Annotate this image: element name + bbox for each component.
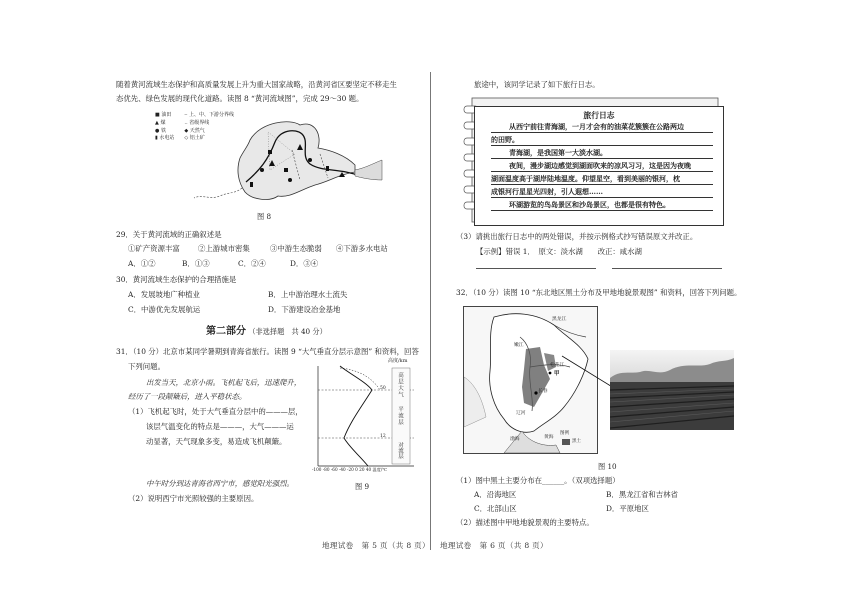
legend-bauxite-icon: ◇ 铝土矿 xyxy=(184,135,205,142)
q29-option-d[interactable]: D．③④ xyxy=(290,259,319,268)
map-label-changchun: 长春 xyxy=(538,389,548,394)
q29-option-b[interactable]: B．①③ xyxy=(182,259,210,268)
fig9-xtick: -80 xyxy=(322,467,330,472)
q29-statement-1: ①矿产资源丰富 xyxy=(128,244,180,253)
fig9-layer-high: 高层大气 xyxy=(396,372,403,398)
intro-line-2: 态优先、绿色发展的现代化道路。读图 8 “黄河流域图”，完成 29～30 题。 xyxy=(116,94,364,103)
fig9-ylabel: 高度/km xyxy=(388,358,408,364)
legend-label: 省级界线 xyxy=(189,119,210,126)
farmland-photo xyxy=(610,350,734,430)
q31-sub-1a: （1）飞机起飞时，处于大气垂直分层中的———层， xyxy=(128,407,303,416)
q29-statement-4: ④下游多水电站 xyxy=(336,244,388,253)
legend-label: 天然气 xyxy=(189,127,205,134)
q32-option-a[interactable]: A．沿海地区 xyxy=(474,490,517,499)
q31-sub-1b: 该层气温变化的特点是———，大气———运 xyxy=(146,422,294,431)
q32-sub-1: （1）图中黑土主要分布在______。（双项选择题） xyxy=(456,476,620,485)
map-label-songhua: 松花江 xyxy=(550,363,565,368)
map-label-bohai: 渤海 xyxy=(510,437,520,442)
intro-line-1: 随着黄河流域生态保护和高质量发展上升为重大国家战略，沿黄河省区要坚定不移走生 xyxy=(116,80,397,89)
map-legend-swatch xyxy=(562,439,570,445)
pointer-line xyxy=(560,352,616,392)
map-legend-label: 黑土 xyxy=(572,439,581,444)
answer-line[interactable] xyxy=(476,268,596,269)
q29-statement-2: ②上游城市密集 xyxy=(198,244,250,253)
q30-option-c[interactable]: C．中游优先发展航运 xyxy=(128,305,201,314)
map8-legend xyxy=(155,112,234,143)
diary-rule xyxy=(491,158,713,159)
diary-rule xyxy=(491,197,713,198)
answer-line[interactable] xyxy=(612,268,722,269)
q30-option-a[interactable]: A．发展坡地广种植业 xyxy=(128,290,200,299)
fig9-layer-tropo: 对流层 xyxy=(396,442,403,459)
map-legend-title: 图例 xyxy=(560,431,569,436)
diary-line-2: 的田野。 xyxy=(491,135,519,144)
fig9-xtick: 20 xyxy=(359,467,365,472)
legend-label: 油田 xyxy=(161,112,172,118)
diary-rule xyxy=(491,145,713,146)
legend-gas-icon: ◆ 天然气 xyxy=(184,127,205,134)
q29-option-c[interactable]: C．②④ xyxy=(238,259,266,268)
map-label-jia: 甲 xyxy=(554,371,560,377)
q31-para-2: 中午时分到达青海省西宁市，感觉阳光强烈。 xyxy=(146,479,294,488)
q29-stem: 29．关于黄河流域的正确叙述是 xyxy=(116,230,222,239)
fig9-xtick: -20 xyxy=(347,467,354,472)
page-divider xyxy=(430,72,431,550)
q30-option-b[interactable]: B．上中游治理水土流失 xyxy=(268,290,348,299)
legend-iron-icon: ● 铁 xyxy=(155,127,166,134)
q31-line-2: 下列问题。 xyxy=(128,362,165,371)
part2-subtitle: （非选择题 共 40 分） xyxy=(248,327,327,336)
fig9-xtick: 0 xyxy=(355,467,358,472)
fig9-ytick-12: 12 xyxy=(380,434,386,439)
q32-option-b[interactable]: B．黑龙江省和吉林省 xyxy=(606,490,678,499)
diary-line-4: 夜间，漫步湖边感觉到湖面吹来的凉风习习，这是因为夜晚 xyxy=(509,161,691,170)
fig9-xtick: 40 xyxy=(365,467,372,472)
diary-rule xyxy=(491,210,713,211)
fig9-ytick-50: 50 xyxy=(380,386,386,391)
diary-line-6: 成银河行星星光四射，引人遐想…… xyxy=(491,187,603,196)
diary-title: 旅行日志 xyxy=(583,111,615,120)
atmosphere-diagram xyxy=(310,360,420,478)
figure-8-caption: 图 8 xyxy=(257,212,272,221)
legend-boundary-icon: ┄ 上、中、下游分界线 xyxy=(184,112,234,118)
diary-line-7: 环湖游览的鸟岛景区和沙岛景区，也都是很有特色。 xyxy=(509,200,670,209)
diary-rule xyxy=(491,132,713,133)
q31-sub-1c: 动显著，天气现象多变，易造成飞机颠簸。 xyxy=(146,437,287,446)
q31-sub-2: （2）说明西宁市光照较强的主要原因。 xyxy=(128,494,259,503)
fig9-layer-strat: 平流层 xyxy=(396,406,403,426)
q31-para-1a: 出发当天，北京小雨。飞机起飞后，迅速爬升， xyxy=(146,378,302,387)
diary-page xyxy=(474,106,724,226)
fig9-xtick: -60 xyxy=(330,467,338,472)
q31-line-1: 31．（10 分）北京市某同学暑期到青海省旅行。读图 9 “大气垂直分层示意图” 和资料，回答 xyxy=(116,347,419,356)
legend-label: 上、中、下游分界线 xyxy=(188,112,234,118)
q32-option-c[interactable]: C．北部山区 xyxy=(474,504,517,513)
right-page-footer: 地理试卷 第 6 页（共 8 页） xyxy=(440,541,548,550)
q32-sub-2: （2）描述图中甲地地貌景观的主要特点。 xyxy=(456,518,594,527)
fig9-xtick: -100 xyxy=(312,467,322,472)
q31-example: 【示例】错误 1． 原文：淡水湖 改正：咸水湖 xyxy=(476,247,642,256)
q31-para-1b: 经历了一段颠簸后，进入平稳状态。 xyxy=(128,392,247,401)
legend-label: 煤 xyxy=(160,119,166,126)
atmosphere-diagram-svg xyxy=(310,360,420,478)
fig9-xticks xyxy=(312,467,387,473)
map-label-nenjiang: 嫩江 xyxy=(514,343,524,348)
legend-label: 水电站 xyxy=(159,135,175,142)
legend-label: 铁 xyxy=(160,127,166,134)
right-top-line: 旅途中，该同学记录了如下旅行日志。 xyxy=(474,80,600,89)
legend-province-icon: ‥ 省级界线 xyxy=(184,119,210,126)
q29-statement-3: ③中游生态脆弱 xyxy=(270,244,322,253)
q31-sub-3: （3）请挑出旅行日志中的两处错误，并按示例格式抄写错误原文并改正。 xyxy=(456,232,698,241)
figure-9-caption: 图 9 xyxy=(355,482,370,491)
q30-option-d[interactable]: D．下游建设冶金基地 xyxy=(268,305,341,314)
part2-heading xyxy=(206,325,327,340)
fig9-xlabel: 温度/℃ xyxy=(372,467,388,472)
map-label-huanghai: 黄海 xyxy=(544,435,554,440)
fig9-xtick: -40 xyxy=(338,467,346,472)
figure-10-caption: 图 10 xyxy=(598,462,617,471)
q32-option-d[interactable]: D．平原地区 xyxy=(606,504,649,513)
diary-line-1: 从西宁前往青海湖，一月才会有的油菜花簇簇在公路两边 xyxy=(509,122,684,131)
diary-line-5: 湖面温度高于湖岸陆地温度。仰望星空，看到美丽的银河，枕 xyxy=(491,174,680,183)
q30-stem: 30．黄河流域生态保护的合理措施是 xyxy=(116,275,237,284)
legend-label: 铝土矿 xyxy=(189,135,205,142)
diary-rule xyxy=(491,171,713,172)
q32-line-1: 32．（10 分）读图 10 “东北地区黑土分布及甲地地貌景观图” 和资料，回答下列问题。 xyxy=(456,288,742,297)
map-label-liaohe: 辽河 xyxy=(516,411,526,416)
q29-option-a[interactable]: A．①② xyxy=(128,259,156,268)
left-page-footer: 地理试卷 第 5 页（共 8 页） xyxy=(322,541,430,550)
map-label-heilongjiang: 黑龙江 xyxy=(552,317,567,322)
farmland-photo-svg xyxy=(610,350,734,430)
part2-title: 第二部分 xyxy=(206,326,246,337)
legend-dam-icon: ▮ 水电站 xyxy=(155,135,175,142)
legend-oil-icon: ■ 油田 xyxy=(155,112,172,118)
diary-line-3: 青海湖，是我国第一大淡水湖。 xyxy=(509,148,607,157)
legend-coal-icon: ▲ 煤 xyxy=(155,119,166,126)
diary-rule xyxy=(491,184,713,185)
